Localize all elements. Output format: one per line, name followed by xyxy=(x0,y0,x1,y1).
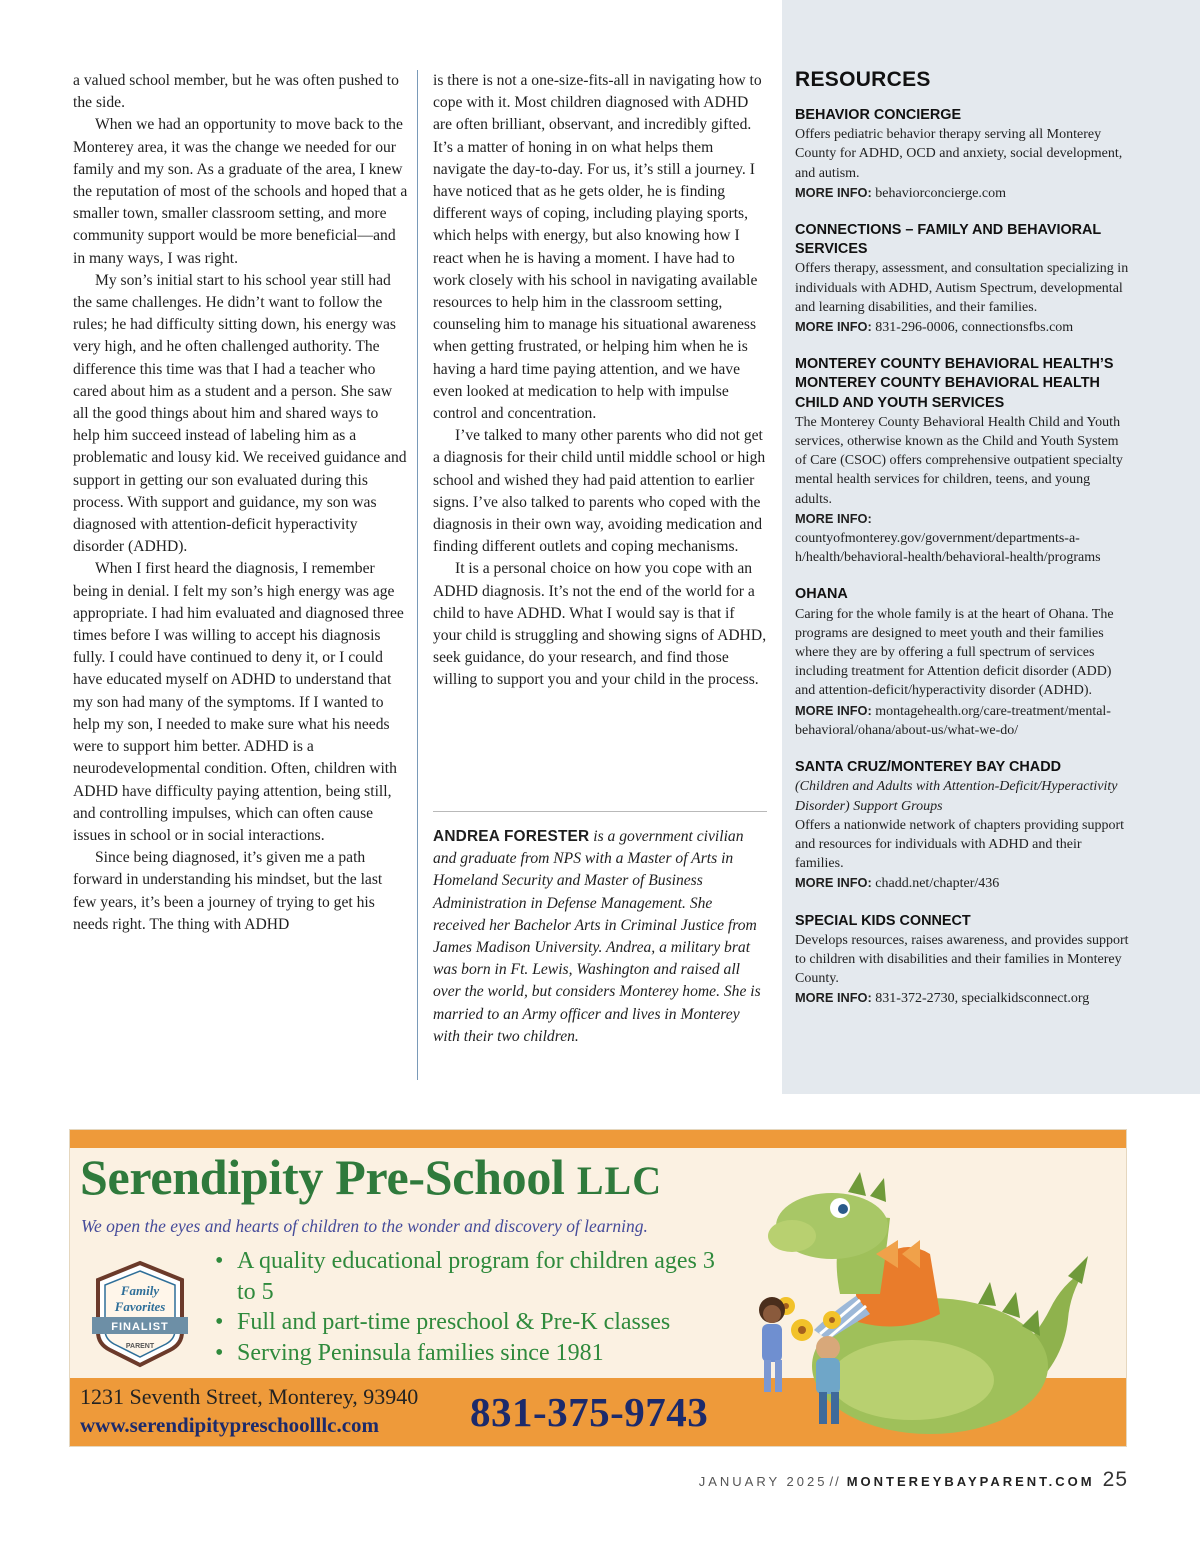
more-info-label: MORE INFO: xyxy=(795,875,872,891)
resource-more-info xyxy=(795,509,1130,568)
badge-line1: Family xyxy=(120,1283,160,1298)
resource-link[interactable]: 831-296-0006, connectionsfbs.com xyxy=(875,320,1074,336)
resource-item xyxy=(795,355,1130,567)
resource-link[interactable]: behaviorconcierge.com xyxy=(875,185,1007,201)
article-paragraph: a valued school member, but he was often pushed to the side. xyxy=(73,72,399,112)
resource-name: CONNECTIONS – FAMILY AND BEHAVIORAL SERVICES xyxy=(795,222,1101,258)
ad-title xyxy=(80,1148,662,1206)
more-info-label: MORE INFO: xyxy=(795,510,872,526)
resource-name: SPECIAL KIDS CONNECT xyxy=(795,912,971,929)
footer-date: JANUARY 2025 xyxy=(698,1474,828,1489)
resource-description: Offers pediatric behavior therapy serving all Monterey County for ADHD, OCD and anxiety, social development, and autism. xyxy=(795,127,1123,181)
preschool-advertisement[interactable] xyxy=(69,1129,1127,1447)
article-paragraph: When I first heard the diagnosis, I remember being in denial. I felt my son’s high energy was age appropriate. I had him evaluated and diagnosed three times before I was willing to accept his diagnosis fully. I could have continued to deny it, or I could have educated myself on ADHD to understand that my son had many of the symptoms. If I wanted to help my son, I needed to make sure what his needs were to support him better. ADHD is a neurodevelopmental condition. Often, children with ADHD have difficulty paying attention, being still, and controlling impulses, which can often cause issues in school or in social interactions. xyxy=(73,560,404,844)
column-divider xyxy=(417,70,418,1080)
ad-title-name: Serendipity Pre-School xyxy=(80,1149,565,1205)
bio-divider xyxy=(433,811,767,812)
author-bio-text: is a government civilian and graduate from NPS with a Master of Arts in Homeland Security and Master of Business Administration in Defense Management. She received her Bachelor Arts in Criminal Justice from James Madison University. Andrea, a military brat was born in Ft. Lewis, Washington and raised all over the world, but considers Monterey home. She is married to an Army officer and lives in Monterey with their two children. xyxy=(433,828,761,1045)
footer-site-link[interactable]: MONTEREYBAYPARENT.COM xyxy=(846,1474,1095,1489)
resource-description: Offers a nationwide network of chapters providing support and resources for individuals with ADHD and their families. xyxy=(795,817,1125,872)
family-favorites-badge-icon xyxy=(92,1260,188,1368)
ad-website-link[interactable]: www.serendipitypreschoolllc.com xyxy=(80,1413,380,1437)
resource-more-info xyxy=(795,183,1130,203)
ad-phone-number[interactable]: 831-375-9743 xyxy=(470,1389,709,1435)
article-paragraph: My son’s initial start to his school year still had the same challenges. He didn’t want to follow the rules; he had difficulty sitting down, his energy was very high, and he often challenged authority. The difference this time was that I had a teacher who cared about him as a student and a person. She saw all the good things about him and shared ways to help him succeed instead of labeling him as a problematic and lousy kid. We received guidance and support in getting our son evaluated during this process. With support and guidance, my son was diagnosed with attention-deficit hyperactivity disorder (ADHD). xyxy=(73,271,407,556)
article-column-2 xyxy=(433,70,767,692)
more-info-label: MORE INFO: xyxy=(795,319,872,335)
resource-subtitle: (Children and Adults with Attention-Deficit/Hyperactivity Disorder) Support Groups xyxy=(795,779,1118,814)
resource-description: Develops resources, raises awareness, and provides support to children with disabilities and their families in Monterey County. xyxy=(795,932,1129,987)
resource-link[interactable]: countyofmonterey.gov/government/departments-a-h/health/behavioral-health/behavioral-health/programs xyxy=(795,531,1101,566)
resources-sidebar xyxy=(782,0,1200,1094)
resource-link[interactable]: 831-372-2730, specialkidsconnect.org xyxy=(875,991,1090,1007)
more-info-label: MORE INFO: xyxy=(795,184,872,200)
footer-separator: // xyxy=(829,1474,841,1489)
article-column-1 xyxy=(73,70,409,936)
resource-description: The Monterey County Behavioral Health Child and Youth services, otherwise known as the Child and Youth System of Care (CSOC) offers comprehensive outpatient specialty mental health services for children, teens, and young adults. xyxy=(795,414,1123,507)
resource-name: BEHAVIOR CONCIERGE xyxy=(795,107,962,123)
badge-line2: Favorites xyxy=(114,1299,166,1314)
author-name: ANDREA FORESTER xyxy=(433,828,590,845)
resource-name: OHANA xyxy=(795,586,848,603)
ad-address: 1231 Seventh Street, Monterey, 93940 xyxy=(80,1384,419,1409)
resource-link[interactable]: montagehealth.org/care-treatment/mental-behavioral/ohana/about-us/what-we-do/ xyxy=(795,703,1111,738)
page-number: 25 xyxy=(1102,1468,1128,1491)
ad-tagline: We open the eyes and hearts of children to the wonder and discovery of learning. xyxy=(81,1216,648,1236)
article-paragraph: It is a personal choice on how you cope with an ADHD diagnosis. It’s not the end of the world for a child to have ADHD. What I would say is that if your child is struggling and showing signs of ADHD, seek guidance, do your research, and find those willing to support you and your child in the process. xyxy=(433,560,767,689)
article-paragraph: Since being diagnosed, it’s given me a path forward in understanding his mindset, but the last few years, it’s been a journey of trying to get his needs right. The thing with ADHD xyxy=(73,849,383,933)
more-info-label: MORE INFO: xyxy=(795,702,872,718)
ad-bullet: • Full and part-time preschool & Pre-K classes xyxy=(215,1307,715,1338)
resource-description: Offers therapy, assessment, and consultation specializing in individuals with ADHD, Autism Spectrum, developmental and learning disabilities, and their families. xyxy=(795,261,1129,315)
dragon-with-children-illustration-icon xyxy=(690,1144,1127,1447)
badge-brand: PARENT xyxy=(125,1343,155,1350)
author-bio xyxy=(433,826,767,1048)
ad-bullet: • Serving Peninsula families since 1981 xyxy=(215,1338,715,1369)
resource-item xyxy=(795,758,1130,893)
resource-item xyxy=(795,912,1130,1009)
resource-item xyxy=(795,221,1130,337)
page-footer xyxy=(699,1468,1128,1492)
badge-ribbon: FINALIST xyxy=(111,1321,169,1333)
more-info-label: MORE INFO: xyxy=(795,990,872,1006)
resource-more-info xyxy=(795,317,1130,337)
resource-more-info xyxy=(795,873,1130,893)
resource-item xyxy=(795,585,1130,740)
resource-link[interactable]: chadd.net/chapter/436 xyxy=(875,876,1000,892)
ad-bullet-list xyxy=(215,1246,715,1368)
article-paragraph: I’ve talked to many other parents who did not get a diagnosis for their child until middle school or high school and wished they had paid attention to earlier signs. I’ve also talked to parents who coped with the diagnosis in their own way, avoiding medication and finding different outlets and coping mechanisms. xyxy=(433,427,766,556)
resource-description: Caring for the whole family is at the heart of Ohana. The programs are designed to meet youth and their families where they are by offering a full spectrum of services including treatment for Attention deficit disorder (ADD) and attention-deficit/hyperactivity disorder (ADHD). xyxy=(795,606,1114,699)
resources-title: RESOURCES xyxy=(795,68,931,91)
ad-title-suffix: LLC xyxy=(576,1158,663,1203)
resource-name: SANTA CRUZ/MONTEREY BAY CHADD xyxy=(795,759,1061,776)
resource-more-info xyxy=(795,701,1130,740)
resource-item xyxy=(795,106,1130,203)
article-paragraph: is there is not a one-size-fits-all in navigating how to cope with it. Most children diagnosed with ADHD are often brilliant, observant, and incredibly gifted. It’s a matter of honing in on what helps them navigate the day-to-day. For us, it’s still a journey. I have noticed that as he gets older, he is finding different ways of coping, including playing sports, which helps with energy, but also knowing how I react when he is having a moment. I have had to work closely with his school in navigating available resources to help him in the classroom setting, counseling him to manage his situational awareness when getting frustrated, or helping him when he is having a hard time paying attention, and we have even looked at medication to help with impulse control and concentration. xyxy=(433,72,762,423)
ad-bullet: • A quality educational program for children ages 3 to 5 xyxy=(215,1246,715,1307)
article-paragraph: When we had an opportunity to move back to the Monterey area, it was the change we needed for our family and my son. As a graduate of the area, I knew the reputation of most of the schools and hoped that a smaller town, smaller classroom setting, and more community support would be more beneficial—and in many ways, I was right. xyxy=(73,116,408,267)
resource-more-info xyxy=(795,988,1130,1008)
resource-name: MONTEREY COUNTY BEHAVIORAL HEALTH’S MONTEREY COUNTY BEHAVIORAL HEALTH CHILD AND YOUTH SERVICES xyxy=(795,356,1114,411)
